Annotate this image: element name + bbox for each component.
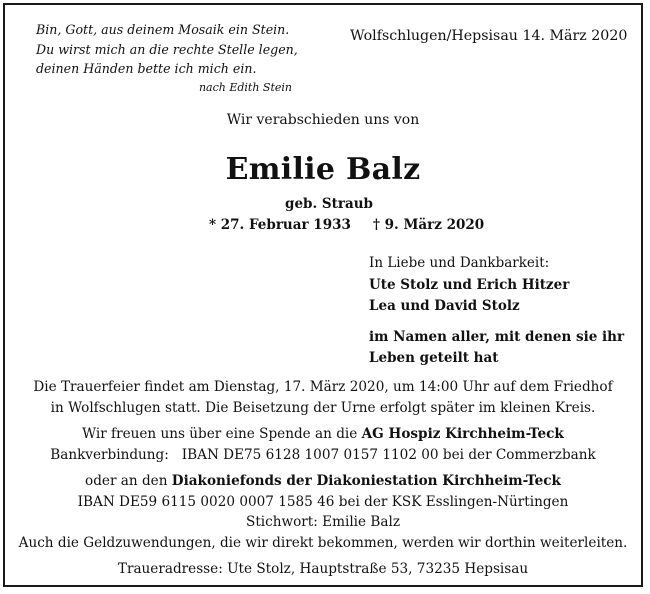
deceased-name: Emilie Balz: [225, 152, 421, 187]
place-and-date: Wolfschlugen/Hepsisau 14. März 2020: [350, 28, 628, 44]
mourner-line: Lea und David Stolz: [369, 298, 520, 314]
funeral-line: Die Trauerfeier findet am Dienstag, 17. März 2020, um 14:00 Uhr auf dem Friedhof: [33, 379, 613, 395]
mourners-closing-line: im Namen aller, mit denen sie ihr: [369, 328, 625, 345]
bank-details: Bankverbindung: IBAN DE75 6128 1007 0157 1102 00 bei der Commerzbank: [50, 446, 596, 463]
epigraph-quote: [36, 20, 296, 96]
donation-org: AG Hospiz Kirchheim-Teck: [361, 426, 564, 442]
quote-line: Du wirst mich an die rechte Stelle legen,: [36, 41, 298, 57]
death-date: † 9. März 2020: [372, 217, 485, 233]
life-dates: [209, 217, 484, 233]
mourner-line: Ute Stolz und Erich Hitzer: [369, 276, 570, 293]
iban-line: IBAN DE59 6115 0020 0007 1585 46 bei der KSK Esslingen-Nürtingen: [77, 493, 569, 510]
quote-attribution: nach Edith Stein: [198, 80, 292, 94]
donation-prefix: Wir freuen uns über eine Spende an die: [82, 426, 362, 442]
farewell-intro: Wir verabschieden uns von: [226, 112, 420, 128]
funeral-info: [5, 377, 641, 580]
maiden-name: geb. Straub: [285, 196, 373, 212]
quote-line: Bin, Gott, aus deinem Mosaik ein Stein.: [36, 22, 290, 37]
mourners-intro: In Liebe und Dankbarkeit:: [369, 255, 550, 271]
donation-org: Diakoniefonds der Diakoniestation Kirchheim-Teck: [171, 473, 561, 489]
mourning-address: Traueradresse: Ute Stolz, Hauptstraße 53, 73235 Hepsisau: [117, 561, 529, 577]
donation-note: Auch die Geldzuwendungen, die wir direkt bekommen, werden wir dorthin weiterleiten.: [18, 534, 628, 551]
birth-date: * 27. Februar 1933: [209, 217, 351, 233]
donation-line: [5, 471, 641, 492]
donation-prefix: oder an den: [85, 473, 172, 489]
mourners-block: [369, 253, 624, 370]
quote-line: deinen Händen bette ich mich ein.: [36, 61, 257, 76]
funeral-line: in Wolfschlugen statt. Die Beisetzung der Urne erfolgt später im kleinen Kreis.: [50, 399, 596, 416]
obituary-notice: [3, 3, 643, 587]
donation-keyword: Stichwort: Emilie Balz: [246, 514, 400, 530]
mourners-closing-line: Leben geteilt hat: [369, 350, 499, 366]
donation-line: [5, 424, 641, 445]
